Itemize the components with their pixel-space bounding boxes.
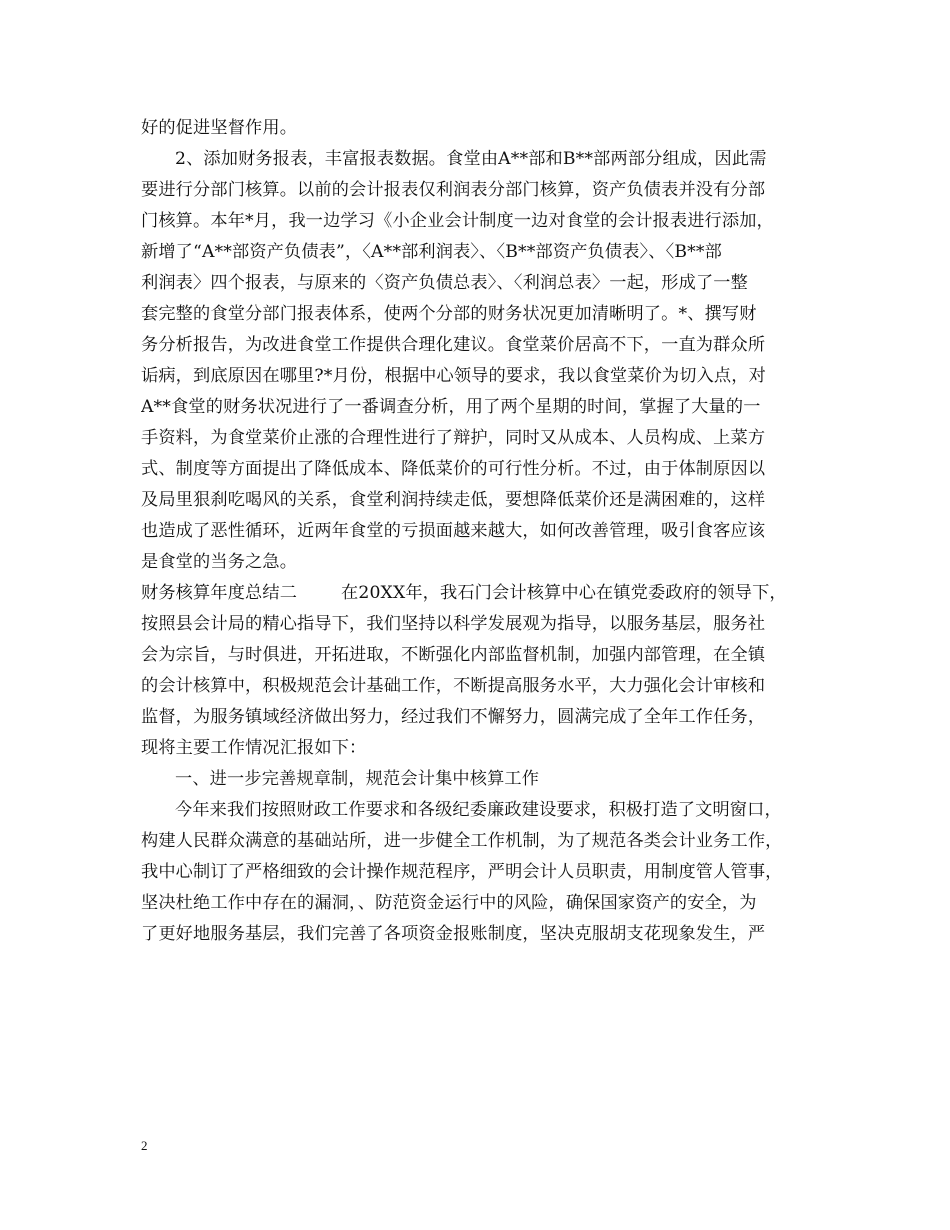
page-number: 2: [141, 1138, 148, 1153]
text-line: 好的促进坚督作用。: [141, 118, 298, 138]
text-line: 新增了“A**部资产负债表”，〈A**部利润表〉、〈B**部资产负债表〉、〈B**部: [141, 242, 722, 262]
text-line: 也造成了恶性循环，近两年食堂的亏损面越来越大，如何改善管理，吸引食客应该: [141, 521, 766, 541]
section-heading-line: [141, 578, 811, 609]
text-line: 手资料，为食堂菜价止涨的合理性进行了辩护，同时又从成本、人员构成、上菜方: [141, 428, 766, 448]
subheading-line: 一、进一步完善规章制，规范会计集中核算工作: [175, 769, 540, 789]
section-title: 财务核算年度总结二: [141, 583, 298, 603]
document-body: [141, 113, 811, 950]
text-line: A**食堂的财务状况进行了一番调查分析，用了两个星期的时间，掌握了大量的一: [141, 397, 761, 417]
text-line: 套完整的食堂分部门报表体系，使两个分部的财务状况更加清晰明了。*、撰写财: [141, 304, 757, 324]
text-line: 务分析报告，为改进食堂工作提供合理化建议。食堂菜价居高不下，一直为群众所: [141, 335, 766, 355]
text-line: 我中心制订了严格细致的会计操作规范程序，严明会计人员职责，用制度管人管事，: [141, 862, 783, 882]
text-line: 是食堂的当务之急。: [141, 552, 298, 572]
section-first-line: 在20XX年，我石门会计核算中心在镇党委政府的领导下，: [341, 583, 787, 603]
text-line: 门核算。本年*月，我一边学习《小企业会计制度一边对食堂的会计报表进行添加，: [141, 211, 774, 231]
text-line: 了更好地服务基层，我们完善了各项资金报账制度，坚决克服胡支花现象发生，严: [141, 924, 766, 944]
text-line: 构建人民群众满意的基础站所，进一步健全工作机制，为了规范各类会计业务工作，: [141, 831, 783, 851]
text-line: 利润表〉四个报表，与原来的〈资产负债总表〉、〈利润总表〉一起，形成了一整: [141, 273, 748, 293]
text-line: 诟病，到底原因在哪里?*月份，根据中心领导的要求，我以食堂菜价为切入点，对: [141, 366, 766, 386]
text-line: 式、制度等方面提出了降低成本、降低菜价的可行性分析。不过，由于体制原因以: [141, 459, 766, 479]
text-line: 监督，为服务镇域经济做出努力，经过我们不懈努力，圆满完成了全年工作任务，: [141, 707, 766, 727]
text-line: 今年来我们按照财政工作要求和各级纪委廉政建设要求，积极打造了文明窗口，: [175, 800, 782, 820]
text-line: 按照县会计局的精心指导下，我们坚持以科学发展观为指导，以服务基层，服务社: [141, 614, 766, 634]
text-line: 的会计核算中，积极规范会计基础工作，不断提高服务水平，大力强化会计审核和: [141, 676, 766, 696]
text-line: 坚决杜绝工作中存在的漏洞，、防范资金运行中的风险，确保国家资产的安全，为: [141, 893, 757, 913]
text-line: 现将主要工作情况汇报如下：: [141, 738, 367, 758]
text-line: 2、添加财务报表，丰富报表数据。食堂由A**部和B**部两部分组成，因此需: [175, 149, 767, 169]
text-line: 及局里狠刹吃喝风的关系，食堂利润持续走低，要想降低菜价还是满困难的，这样: [141, 490, 766, 510]
text-line: 会为宗旨，与时俱进，开拓进取，不断强化内部监督机制，加强内部管理，在全镇: [141, 645, 766, 665]
text-line: 要进行分部门核算。以前的会计报表仅利润表分部门核算，资产负债表并没有分部: [141, 180, 766, 200]
